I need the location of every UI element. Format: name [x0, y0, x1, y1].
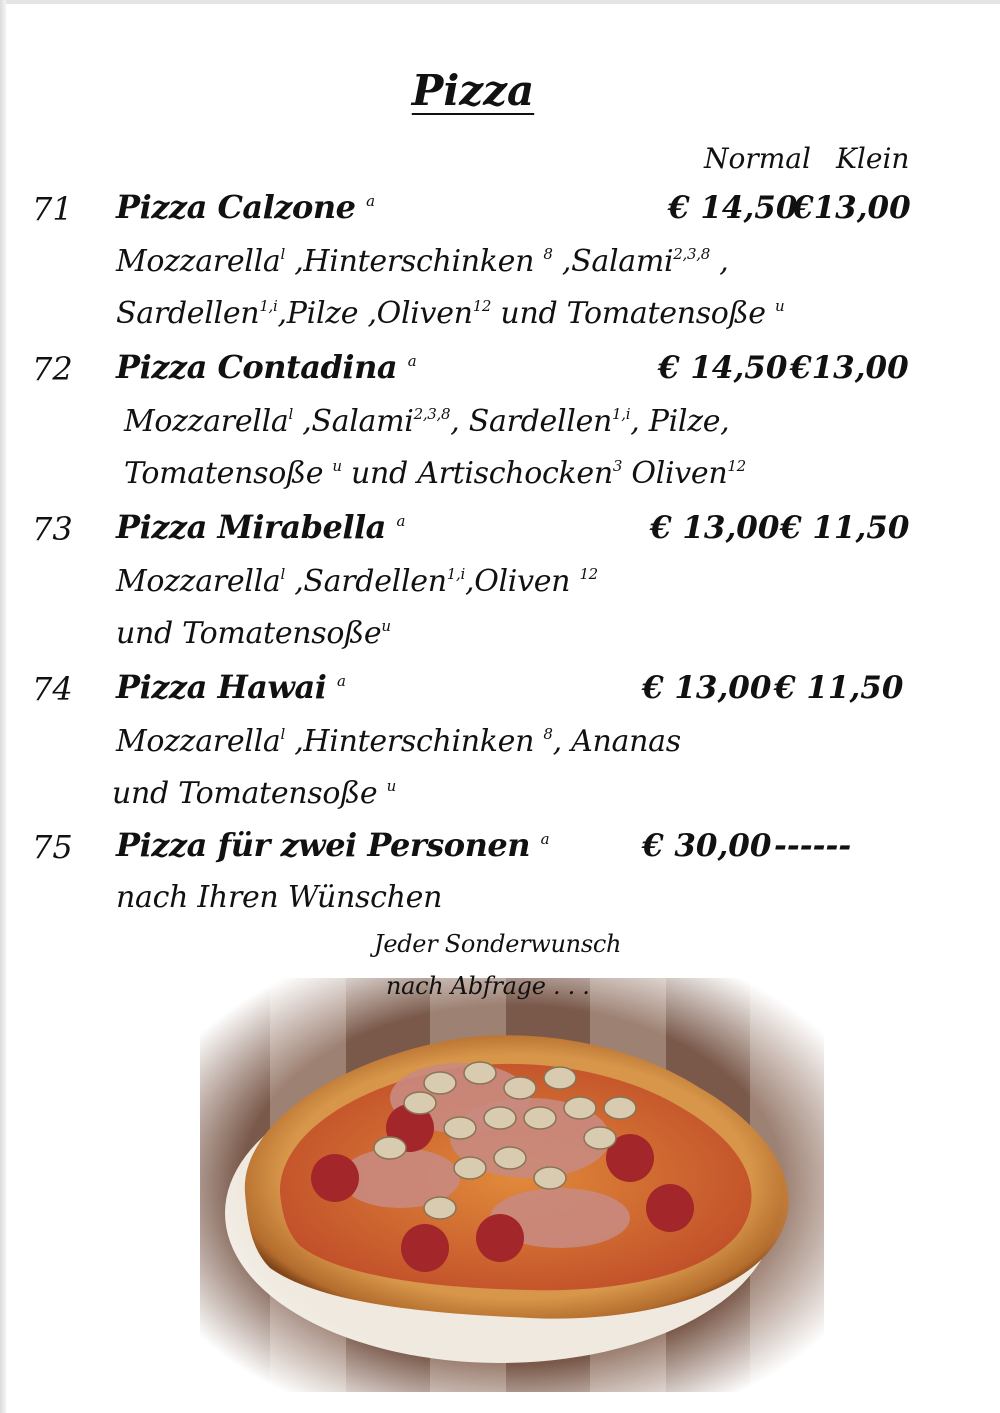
column-header-klein: Klein [836, 142, 910, 175]
allergen-mark: a [336, 672, 346, 690]
allergen-code: u [332, 457, 342, 475]
description-text: ,Sardellen [284, 564, 447, 599]
item-description-line [116, 296, 784, 331]
allergen-code: 2,3,8 [673, 245, 710, 263]
description-text: und Tomatensoße [491, 296, 775, 331]
description-text: nach Ihren Wünschen [116, 880, 443, 915]
description-text: ,Oliven [464, 564, 580, 599]
item-description-line [116, 880, 442, 915]
item-name [116, 508, 405, 546]
allergen-mark: a [540, 830, 550, 848]
allergen-code: l [280, 725, 285, 743]
allergen-code: u [386, 777, 396, 795]
description-text: Mozzarella [124, 404, 289, 439]
description-text: Mozzarella [116, 244, 281, 279]
allergen-code: 8 [543, 245, 553, 263]
allergen-code: 2,3,8 [413, 405, 451, 423]
description-text: ,Hinterschinken [284, 724, 544, 759]
allergen-code: 12 [579, 565, 598, 583]
item-number: 74 [32, 670, 73, 708]
description-text: ,Hinterschinken [284, 244, 544, 279]
item-description-line [124, 456, 746, 491]
allergen-code: 8 [543, 725, 553, 743]
description-text: Tomatensoße [124, 456, 333, 491]
item-description-line [116, 616, 391, 651]
allergen-code: 3 [612, 457, 623, 475]
photo-vignette [200, 978, 824, 1392]
item-name [116, 826, 549, 864]
description-text: und Tomatensoße [112, 776, 387, 811]
item-name [116, 188, 375, 226]
item-description-line [124, 404, 729, 439]
allergen-code: l [288, 405, 293, 423]
price-normal: € 13,00 [642, 670, 772, 706]
allergen-code: l [280, 565, 285, 583]
column-header-normal: Normal [704, 142, 811, 175]
item-name-text: Pizza Hawai [116, 668, 327, 706]
item-number: 75 [32, 828, 73, 866]
page-border-left [0, 0, 6, 1413]
price-klein: ------ [774, 828, 852, 864]
allergen-code: 12 [727, 457, 746, 475]
allergen-mark: a [366, 192, 375, 210]
description-text: , [709, 244, 729, 279]
item-number: 71 [32, 190, 73, 228]
allergen-code: 12 [472, 297, 492, 315]
item-description-line [112, 776, 396, 811]
item-description-line [116, 724, 681, 759]
description-text: , Ananas [552, 724, 681, 759]
price-normal: € 30,00 [642, 828, 772, 864]
allergen-code: 1,i [612, 405, 631, 423]
description-text: , Sardellen [450, 404, 613, 439]
special-request-note-line2: nach Abfrage . . . [386, 972, 590, 1000]
item-description-line [116, 564, 598, 599]
description-text: Mozzarella [116, 724, 281, 759]
price-klein: € 11,50 [774, 670, 904, 706]
price-normal: € 14,50 [658, 350, 788, 386]
allergen-code: u [381, 617, 391, 635]
allergen-mark: a [396, 512, 405, 530]
description-text: , Pilze, [630, 404, 730, 439]
price-klein: € 11,50 [780, 510, 910, 546]
description-text: ,Salami [292, 404, 414, 439]
description-text: Sardellen [116, 296, 260, 331]
description-text: Oliven [622, 456, 728, 491]
item-name [116, 348, 416, 386]
pizza-photo [200, 978, 824, 1392]
price-normal: € 14,50 [668, 190, 798, 226]
page-title: Pizza [411, 66, 535, 115]
allergen-code: u [775, 297, 785, 315]
item-name-text: Pizza Calzone [116, 188, 356, 226]
allergen-code: 1,i [446, 565, 465, 583]
item-name-text: Pizza für zwei Personen [116, 826, 531, 864]
item-number: 73 [32, 510, 73, 548]
description-text: und Artischocken [341, 456, 613, 491]
price-klein: €13,00 [790, 350, 909, 386]
page-border-top [0, 0, 1000, 4]
allergen-code: l [280, 245, 285, 263]
description-text: ,Pilze ,Oliven [277, 296, 473, 331]
item-name-text: Pizza Contadina [116, 348, 398, 386]
item-description-line [116, 244, 728, 279]
item-number: 72 [32, 350, 73, 388]
item-name-text: Pizza Mirabella [116, 508, 386, 546]
allergen-mark: a [407, 352, 417, 370]
allergen-code: 1,i [259, 297, 278, 315]
description-text: ,Salami [552, 244, 674, 279]
price-klein: €13,00 [792, 190, 911, 226]
price-normal: € 13,00 [650, 510, 780, 546]
description-text: und Tomatensoße [116, 616, 382, 651]
special-request-note: Jeder Sonderwunsch [374, 930, 622, 958]
item-name [116, 668, 345, 706]
description-text: Mozzarella [116, 564, 281, 599]
